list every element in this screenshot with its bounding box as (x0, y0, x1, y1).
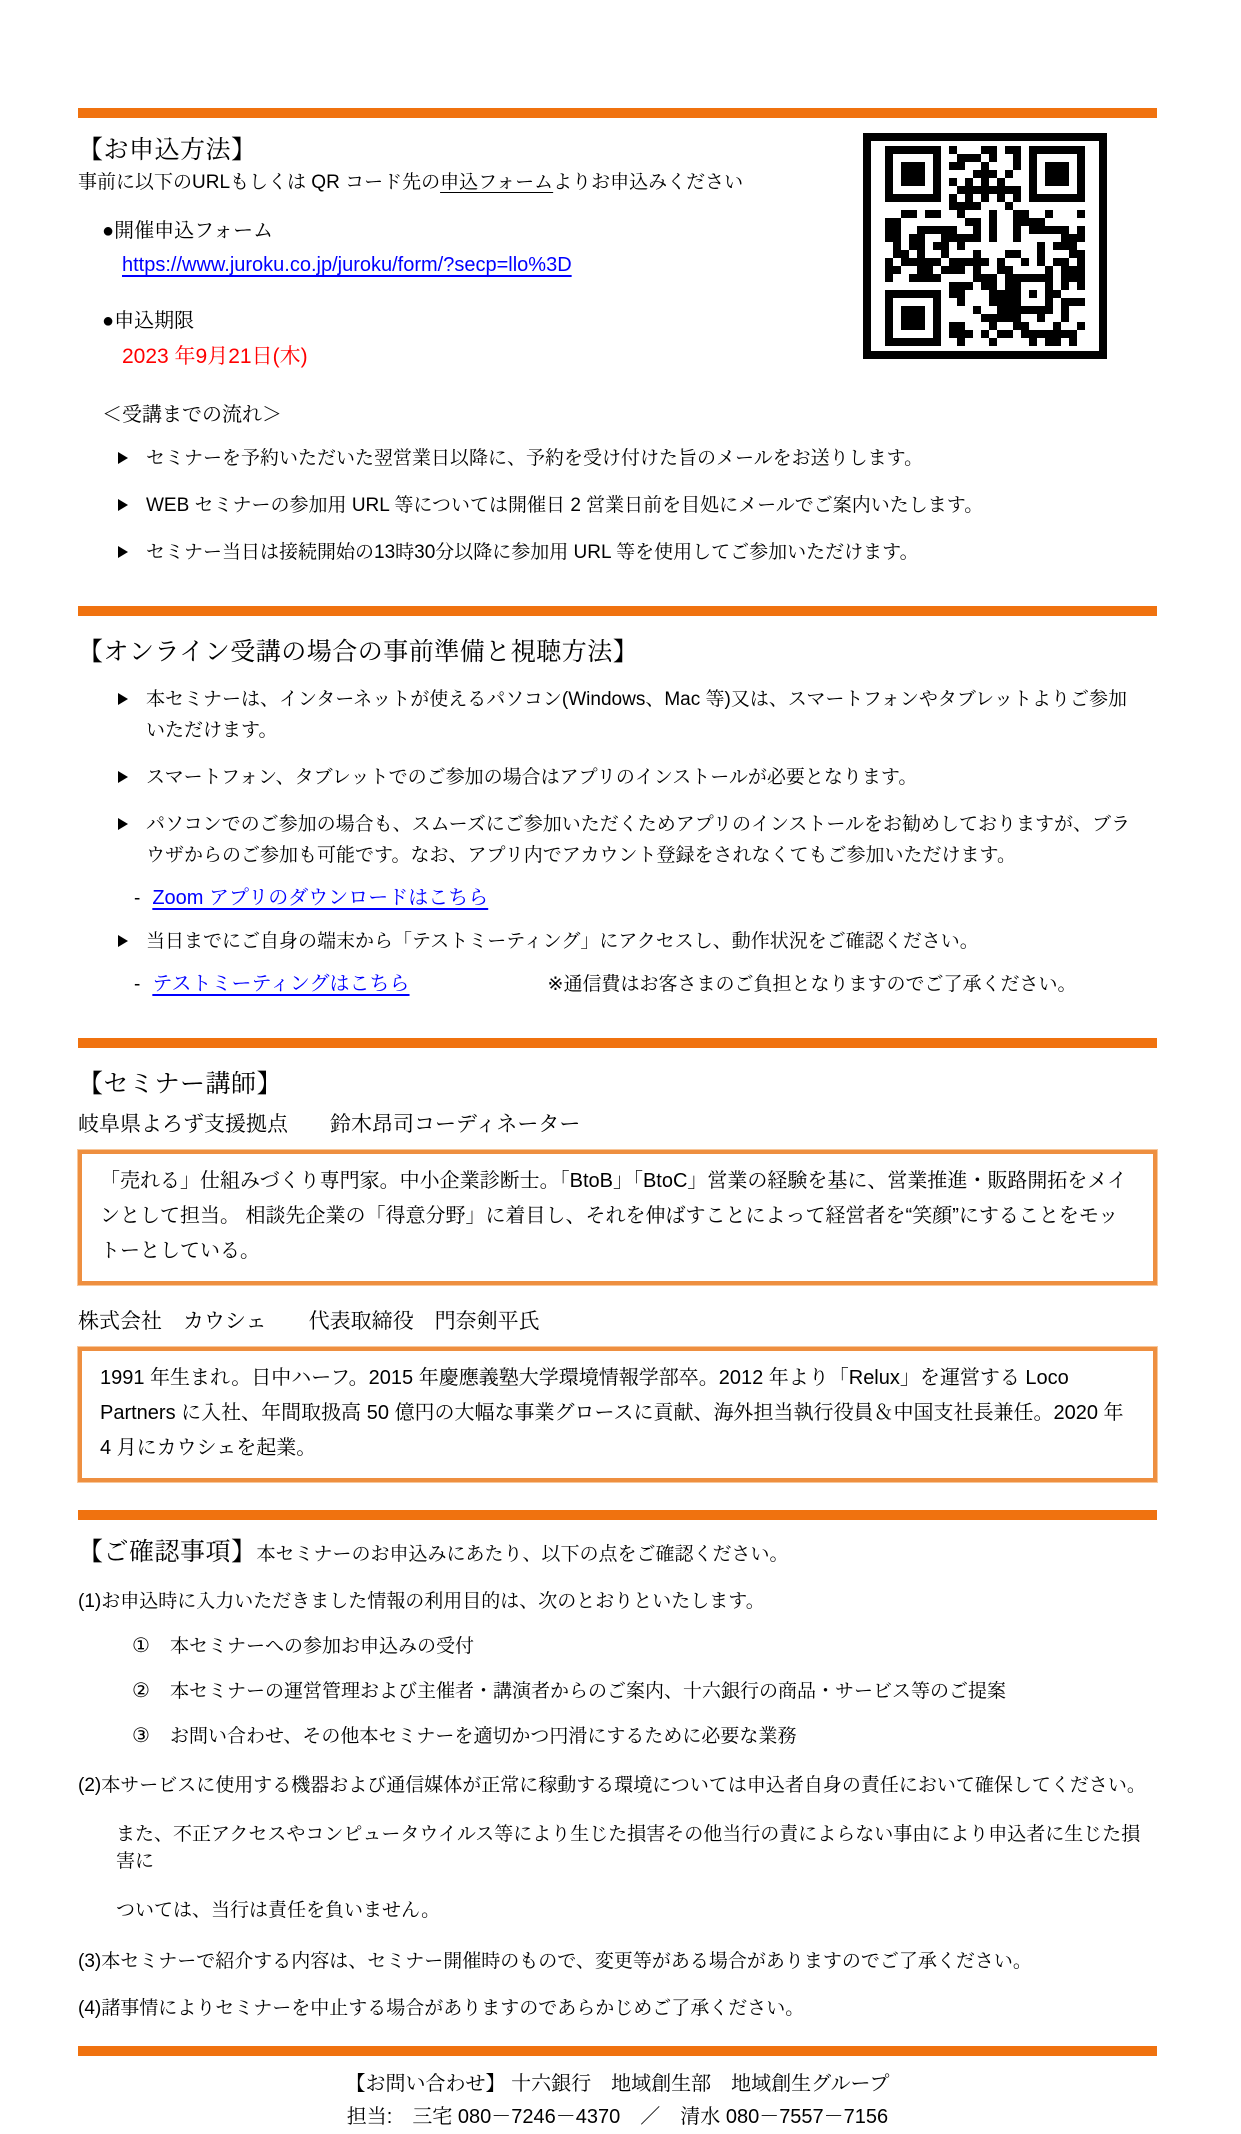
apply-intro-prefix: 事前に以下のURLもしくは QR コード先の (78, 172, 441, 193)
arrow-bullet-icon (118, 452, 128, 464)
zoom-download-row (78, 881, 1157, 910)
online-item-text: パソコンでのご参加の場合も、スムーズにご参加いただくためアプリのインストールをお勧めしておりますが、ブラウザからのご参加も可能です。なお、アプリ内でアカウント登録をされなくてもご参加いただけます。 (146, 814, 1131, 866)
flow-item (78, 537, 1157, 568)
circled-number-icon: ① (132, 1635, 150, 1657)
online-item (78, 926, 1157, 957)
arrow-bullet-icon (118, 546, 128, 558)
confirm-item-2-line1: (2)本サービスに使用する機器および通信媒体が正常に稼動する環境については申込者自身の責任において確保してください。 (78, 1775, 1146, 1796)
dash-bullet: - (134, 888, 141, 909)
footer-contact (78, 2068, 1157, 2134)
confirm-subitem-text: 本セミナーの運営管理および主催者・講演者からのご案内、十六銀行の商品・サービス等のご提案 (169, 1681, 1006, 1702)
lecturer1-bio-text: 「売れる」仕組みづくり専門家。中小企業診断士。「BtoB」「BtoC」営業の経験を基に、営業推進・販路開拓をメインとして担当。 相談先企業の「得意分野」に着目し、それを伸ばすことによって経営者を“笑顔”にすることをモットーとしている。 (100, 1170, 1128, 1262)
confirm-section (78, 1532, 1157, 2020)
footer-contact-line2: 担当: 三宅 080－7246－4370 ／ 清水 080－7557－7156 (346, 2106, 889, 2128)
confirm-subitem-text: 本セミナーへの参加お申込みの受付 (169, 1636, 474, 1657)
online-item (78, 809, 1157, 871)
confirm-subitem (78, 1721, 1157, 1748)
online-section (78, 632, 1157, 996)
flow-item-text: セミナーを予約いただいた翌営業日以降に、予約を受け付けた旨のメールをお送りします。 (146, 448, 924, 469)
test-meeting-row (78, 967, 1157, 996)
test-meeting-link[interactable]: テストミーティングはこちら (152, 973, 410, 995)
confirm-subtitle: 本セミナーのお申込みにあたり、以下の点をご確認ください。 (256, 1544, 789, 1565)
lecturer2-bio-text: 1991 年生まれ。日中ハーフ。2015 年慶應義塾大学環境情報学部卒。2012 年より「Relux」を運営する Loco Partners に入社、年間取扱高 50 億円の大幅な事業グロースに貢献、海外担当執行役員＆中国支社長兼任。2020 年 4 月にカウシェを起業。 (100, 1367, 1124, 1459)
online-item-text: スマートフォン、タブレットでのご参加の場合はアプリのインストールが必要となります。 (146, 767, 918, 788)
online-item-text: 当日までにご自身の端末から「テストミーティング」にアクセスし、動作状況をご確認ください。 (146, 931, 979, 952)
flow-item-text: セミナー当日は接続開始の13時30分以降に参加用 URL 等を使用してご参加いただけます。 (146, 542, 919, 563)
lecturers-section-title: 【セミナー講師】 (78, 1070, 283, 1098)
lecturer1-name: 岐阜県よろず支援拠点 鈴木昂司コーディネーター (78, 1113, 581, 1136)
form-label: ●開催申込フォーム (102, 220, 274, 242)
lecturer1-bio-box (78, 1150, 1157, 1285)
flow-item (78, 443, 1157, 474)
confirm-item-3: (3)本セミナーで紹介する内容は、セミナー開催時のもので、変更等がある場合がありますのでご了承ください。 (78, 1951, 1032, 1972)
confirm-item-4: (4)諸事情によりセミナーを中止する場合がありますのであらかじめご了承ください。 (78, 1998, 805, 2019)
confirm-heading-row (78, 1532, 1157, 1568)
apply-intro-form-word: 申込フォーム (440, 172, 554, 193)
confirm-item-2-line3: ついては、当行は責任を負いません。 (116, 1900, 441, 1921)
flow-title: ＜受講までの流れ＞ (102, 404, 282, 426)
deadline-label: ●申込期限 (102, 310, 195, 332)
confirm-subitem (78, 1631, 1157, 1658)
online-item-text: 本セミナーは、インターネットが使えるパソコン(Windows、Mac 等)又は、スマートフォンやタブレットよりご参加いただけます。 (146, 689, 1127, 741)
lecturer2-bio-box (78, 1347, 1157, 1482)
flow-item-text: WEB セミナーの参加用 URL 等については開催日 2 営業日前を目処にメールでご案内いたします。 (146, 495, 984, 516)
arrow-bullet-icon (118, 818, 128, 830)
apply-section-title: 【お申込方法】 (78, 136, 257, 164)
divider-bar-1 (78, 108, 1157, 118)
dash-bullet: - (134, 974, 141, 995)
divider-bar-5 (78, 2046, 1157, 2056)
confirm-subitem-text: お問い合わせ、その他本セミナーを適切かつ円滑にするために必要な業務 (169, 1726, 797, 1747)
lecturers-section (78, 1064, 1157, 1482)
qr-code (863, 133, 1107, 359)
divider-bar-4 (78, 1510, 1157, 1520)
qr-code-image (885, 146, 1085, 346)
arrow-bullet-icon (118, 771, 128, 783)
circled-number-icon: ② (132, 1680, 150, 1702)
confirm-section-title: 【ご確認事項】 (78, 1538, 257, 1566)
confirm-item-2-line2: また、不正アクセスやコンピュータウイルス等により生じた損害その他当行の責によらない事由により申込者に生じた損害に (116, 1824, 1141, 1872)
arrow-bullet-icon (118, 693, 128, 705)
confirm-item-1: (1)お申込時に入力いただきました情報の利用目的は、次のとおりといたします。 (78, 1591, 765, 1612)
circled-number-icon: ③ (132, 1725, 150, 1747)
divider-bar-3 (78, 1038, 1157, 1048)
top-whitespace (0, 0, 1241, 108)
divider-bar-2 (78, 606, 1157, 616)
deadline-value: 2023 年9月21日(木) (122, 345, 308, 368)
lecturer2-name: 株式会社 カウシェ 代表取締役 門奈剣平氏 (78, 1310, 540, 1333)
arrow-bullet-icon (118, 935, 128, 947)
confirm-subitem (78, 1676, 1157, 1703)
arrow-bullet-icon (118, 499, 128, 511)
online-section-title: 【オンライン受講の場合の事前準備と視聴方法】 (78, 638, 639, 666)
application-form-link[interactable]: https://www.juroku.co.jp/juroku/form/?secp=llo%3D (122, 254, 572, 276)
flow-item (78, 490, 1157, 521)
communication-fee-note: ※通信費はお客さまのご負担となりますのでご了承ください。 (547, 974, 1077, 995)
online-item (78, 762, 1157, 793)
online-item (78, 684, 1157, 746)
footer-contact-line1: 【お問い合わせ】 十六銀行 地域創生部 地域創生グループ (345, 2073, 890, 2095)
apply-intro-suffix: よりお申込みください (553, 172, 744, 193)
zoom-app-download-link[interactable]: Zoom アプリのダウンロードはこちら (152, 887, 489, 909)
